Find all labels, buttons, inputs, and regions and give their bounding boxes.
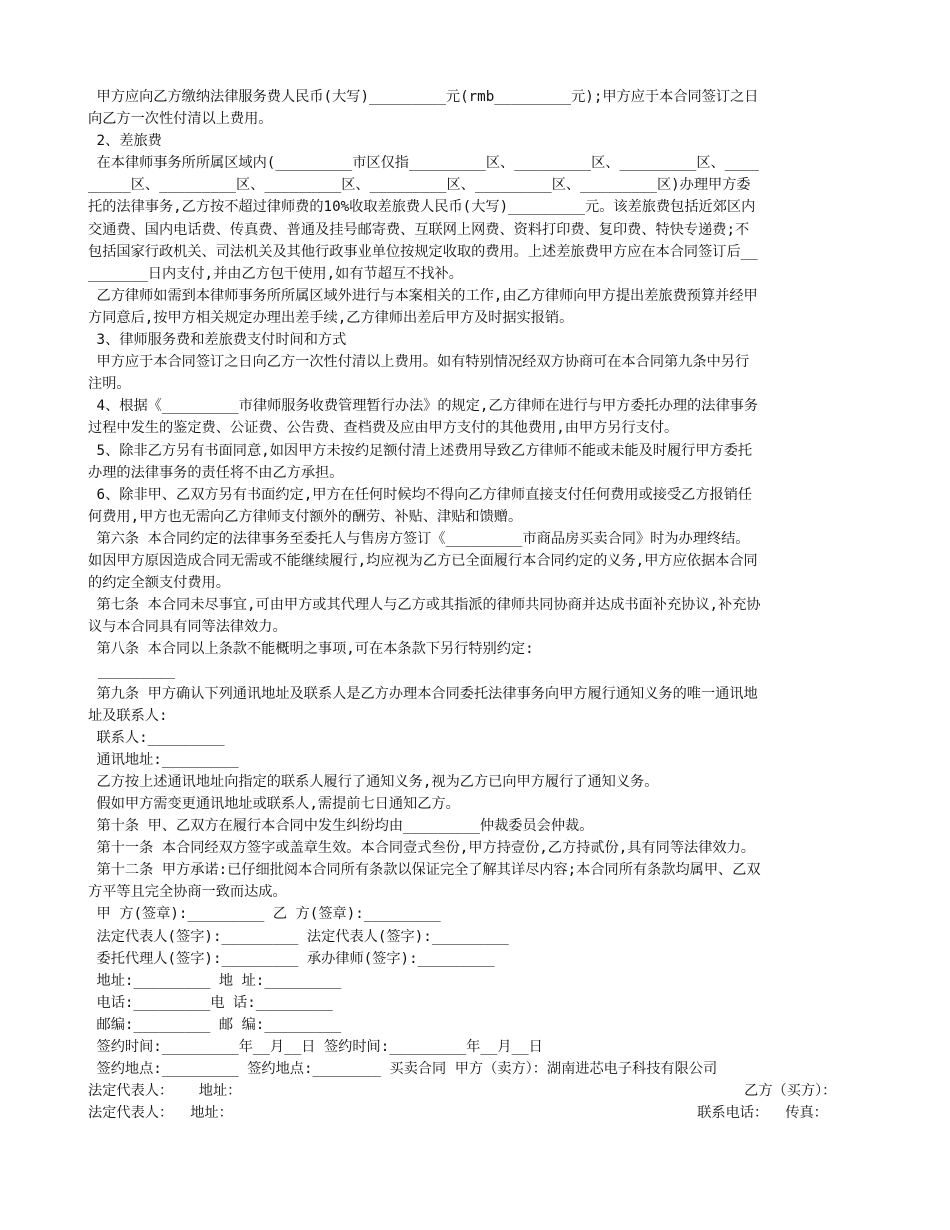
contract-line: 向乙方一次性付清以上费用。: [88, 111, 273, 128]
contract-page: [88, 86, 862, 1124]
contract-line: 第六条 本合同约定的法律事务至委托人与售房方签订《_________市商品房买卖合同》时为办理终结。: [88, 530, 750, 547]
contract-line: 委托代理人(签字):_________ 承办律师(签字):_________: [88, 950, 495, 967]
contract-line: 甲 方(签章):_________ 乙 方(签章):_________: [88, 906, 441, 923]
contract-line: 议与本合同具有同等法律效力。: [88, 619, 287, 636]
contract-line: 第十条 甲、乙双方在履行本合同中发生纠纷均由_________仲裁委员会仲裁。: [88, 818, 594, 835]
contract-line: 3、律师服务费和差旅费支付时间和方式: [88, 332, 347, 349]
contract-line: 过程中发生的鉴定费、公证费、公告费、查档费及应由甲方支付的其他费用,由甲方另行支付。: [88, 420, 679, 437]
contract-line: 第八条 本合同以上条款不能概明之事项,可在本条款下另行特别约定:: [88, 641, 534, 658]
contract-line: 第七条 本合同未尽事宜,可由甲方或其代理人与乙方或其指派的律师共同协商并达成书面补充协议,补充协: [88, 597, 761, 614]
contract-line: 托的法律事务,乙方按不超过律师费的10%收取差旅费人民币(大写)_________元。该差旅费包括近郊区内: [88, 199, 756, 216]
contract-line: 方平等且完全协商一致而达成。: [88, 884, 287, 901]
contract-line: 方同意后,按甲方相关规定办理出差手续,乙方律师出差后甲方及时据实报销。: [88, 309, 574, 326]
footer-right-text: 乙方（买方）：: [744, 1083, 862, 1100]
contract-line: 法定代表人(签字):_________ 法定代表人(签字):_________: [88, 928, 509, 945]
contract-line: 电话:_________电 话:_________: [88, 994, 333, 1011]
contract-line: 注明。: [88, 376, 131, 393]
contract-line: 第十一条 本合同经双方签字或盖章生效。本合同壹式叁份,甲方持壹份,乙方持贰份,具有同等法律效力。: [88, 840, 755, 857]
contract-line: 签约地点:_________ 签约地点:________ 买卖合同 甲方（卖方）：湖南进芯电子科技有限公司: [88, 1061, 718, 1078]
contract-line: 6、除非甲、乙双方另有书面约定,甲方在任何时候均不得向乙方律师直接支付任何费用或接受乙方报销任: [88, 486, 753, 503]
contract-line: 乙方律师如需到本律师事务所所属区域外进行与本案相关的工作,由乙方律师向甲方提出差旅费预算并经甲: [88, 287, 758, 304]
footer-left-text: 法定代表人： 地址：: [88, 1105, 233, 1122]
contract-line: 乙方按上述通讯地址向指定的联系人履行了通知义务,视为乙方已向甲方履行了通知义务。: [88, 773, 659, 790]
contract-line: _______日内支付,并由乙方包干使用,如有节超互不找补。: [88, 265, 463, 282]
contract-line: 包括国家行政机关、司法机关及其他行政事业单位按规定收取的费用。上述差旅费甲方应在本合同签订后__: [88, 243, 758, 260]
contract-line: 2、差旅费: [88, 133, 162, 150]
contract-line: _________: [98, 663, 175, 680]
contract-line: 交通费、国内电话费、传真费、普通及挂号邮寄费、互联网上网费、资料打印费、复印费、特快专递费;不: [88, 221, 750, 238]
contract-line: 的约定全额支付费用。: [88, 575, 230, 592]
contract-line: 5、除非乙方另有书面同意,如因甲方未按约足额付清上述费用导致乙方律师不能或未能及时履行甲方委托: [88, 442, 753, 459]
footer-row-2: [88, 1102, 862, 1124]
contract-line: 何费用,甲方也无需向乙方律师支付额外的酬劳、补贴、津贴和馈赠。: [88, 508, 523, 525]
contract-line: 甲方应于本合同签订之日向乙方一次性付清以上费用。如有特别情况经双方协商可在本合同第九条中另行: [88, 354, 750, 371]
contract-line: 址及联系人:: [88, 707, 168, 724]
contract-line: 在本律师事务所所属区域内(_________市区仅指_________区、_________区、_________区、____: [88, 155, 759, 172]
contract-line: 假如甲方需变更通讯地址或联系人,需提前七日通知乙方。: [88, 796, 460, 812]
contract-line: 第十二条 甲方承诺:已仔细批阅本合同所有条款以保证完全了解其详尽内容;本合同所有条款均属甲、乙双: [88, 862, 761, 879]
contract-line: 4、根据《_________市律师服务收费管理暂行办法》的规定,乙方律师在进行与甲方委托办理的法律事务: [88, 398, 759, 415]
contract-line: 第九条 甲方确认下列通讯地址及联系人是乙方办理本合同委托法律事务向甲方履行通知义务的唯一通讯地: [88, 685, 758, 702]
contract-line: 办理的法律事务的责任将不由乙方承担。: [88, 464, 344, 481]
contract-line: 甲方应向乙方缴纳法律服务费人民币(大写)_________元(rmb_________元);甲方应于本合同签订之日: [88, 89, 759, 105]
footer-row-1: [88, 1080, 862, 1102]
footer-right-text: 联系电话： 传真：: [697, 1105, 862, 1122]
contract-line: 地址:_________ 地 址:_________: [88, 972, 342, 989]
contract-line: 通讯地址:_________: [88, 751, 239, 768]
contract-line: 邮编:_________ 邮 编:_________: [88, 1016, 342, 1033]
contract-line: _____区、_________区、_________区、_________区、_________区、_________区)办理甲方委: [88, 177, 751, 194]
contract-line: 联系人:_________: [88, 729, 225, 746]
footer-left-text: 法定代表人： 地址：: [88, 1083, 242, 1100]
contract-line: 签约时间:_________年__月__日 签约时间:_________年__月__日: [88, 1039, 543, 1056]
contract-line: 如因甲方原因造成合同无需或不能继续履行,均应视为乙方已全面履行本合同约定的义务,甲方应依据本合同: [88, 552, 758, 569]
